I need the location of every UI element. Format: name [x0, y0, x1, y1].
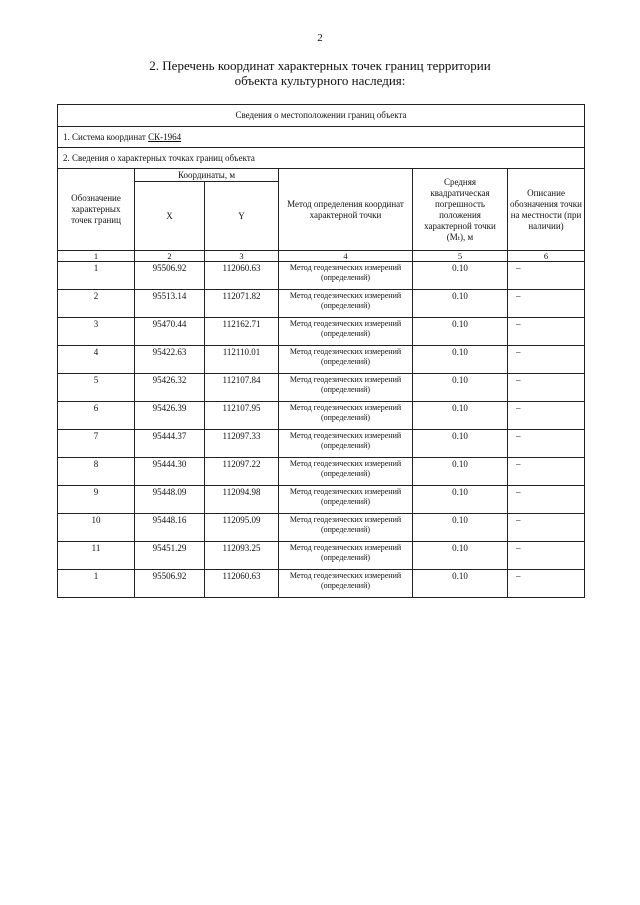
col-number-2: 2 — [135, 251, 205, 262]
point-cell: 2 — [58, 290, 135, 318]
point-cell: 10 — [58, 514, 135, 542]
table-row — [58, 570, 585, 598]
method-cell-text: Метод геодезических измерений (определений) — [289, 571, 402, 590]
description-cell-text: – — [516, 291, 521, 301]
col-header-y: Y — [205, 182, 279, 251]
method-cell-text: Метод геодезических измерений (определений) — [289, 487, 402, 506]
error-cell: 0.10 — [413, 430, 508, 458]
coordinate-system-row — [58, 127, 585, 148]
y-cell: 112097.22 — [205, 458, 279, 486]
method-cell-text: Метод геодезических измерений (определений) — [289, 375, 402, 394]
x-cell: 95448.16 — [135, 514, 205, 542]
col-number-5: 5 — [413, 251, 508, 262]
x-cell: 95448.09 — [135, 486, 205, 514]
coordinates-table — [57, 104, 585, 598]
method-cell-text: Метод геодезических измерений (определений) — [289, 431, 402, 450]
y-cell: 112094.98 — [205, 486, 279, 514]
x-cell: 95513.14 — [135, 290, 205, 318]
description-cell-text: – — [516, 515, 521, 525]
description-cell — [508, 290, 585, 318]
description-cell — [508, 262, 585, 290]
error-cell: 0.10 — [413, 486, 508, 514]
coordinate-system-value: СК-1964 — [148, 131, 182, 142]
error-cell: 0.10 — [413, 542, 508, 570]
points-info-header: 2. Сведения о характерных точках границ объекта — [58, 148, 585, 169]
table-row — [58, 290, 585, 318]
point-cell: 4 — [58, 346, 135, 374]
y-cell: 112097.33 — [205, 430, 279, 458]
description-cell-text: – — [516, 571, 521, 581]
point-cell: 1 — [58, 262, 135, 290]
document-title — [100, 58, 540, 88]
method-cell-text: Метод геодезических измерений (определений) — [289, 263, 402, 282]
description-cell — [508, 402, 585, 430]
method-cell-text: Метод геодезических измерений (определений) — [289, 291, 402, 310]
description-cell-text: – — [516, 403, 521, 413]
x-cell: 95426.39 — [135, 402, 205, 430]
col-header-coordinates: Координаты, м — [135, 169, 279, 182]
col-header-designation: Обозначение характерных точек границ — [58, 169, 135, 251]
description-cell — [508, 570, 585, 598]
description-cell — [508, 430, 585, 458]
method-cell-text: Метод геодезических измерений (определений) — [289, 403, 402, 422]
y-cell: 112060.63 — [205, 570, 279, 598]
point-cell: 6 — [58, 402, 135, 430]
point-cell: 1 — [58, 570, 135, 598]
x-cell: 95422.63 — [135, 346, 205, 374]
description-cell-text: – — [516, 347, 521, 357]
x-cell: 95444.30 — [135, 458, 205, 486]
method-cell — [279, 262, 413, 290]
description-cell — [508, 374, 585, 402]
col-number-3: 3 — [205, 251, 279, 262]
table-row — [58, 458, 585, 486]
description-cell — [508, 458, 585, 486]
table-row — [58, 542, 585, 570]
point-cell: 7 — [58, 430, 135, 458]
table-row — [58, 346, 585, 374]
col-number-1: 1 — [58, 251, 135, 262]
title-line-2: объекта культурного наследия: — [234, 73, 406, 88]
method-cell — [279, 514, 413, 542]
boundary-info-header: Сведения о местоположении границ объекта — [58, 105, 585, 127]
table-row — [58, 262, 585, 290]
method-cell — [279, 430, 413, 458]
y-cell: 112107.95 — [205, 402, 279, 430]
table-row — [58, 402, 585, 430]
error-cell: 0.10 — [413, 318, 508, 346]
col-header-x: X — [135, 182, 205, 251]
description-cell — [508, 318, 585, 346]
table-row — [58, 374, 585, 402]
y-cell: 112095.09 — [205, 514, 279, 542]
description-cell-text: – — [516, 543, 521, 553]
point-cell: 8 — [58, 458, 135, 486]
point-cell: 9 — [58, 486, 135, 514]
point-cell: 3 — [58, 318, 135, 346]
error-cell: 0.10 — [413, 374, 508, 402]
method-cell — [279, 346, 413, 374]
table-row — [58, 430, 585, 458]
col-header-error: Средняя квадратическая погрешность положения характерной точки (Mₜ), м — [413, 169, 508, 251]
col-header-description: Описание обозначения точки на местности (при наличии) — [508, 169, 585, 251]
error-cell: 0.10 — [413, 514, 508, 542]
method-cell — [279, 374, 413, 402]
method-cell — [279, 570, 413, 598]
title-line-1: 2. Перечень координат характерных точек границ территории — [149, 58, 491, 73]
error-cell: 0.10 — [413, 262, 508, 290]
description-cell — [508, 542, 585, 570]
method-cell — [279, 458, 413, 486]
description-cell-text: – — [516, 459, 521, 469]
method-cell-text: Метод геодезических измерений (определений) — [289, 543, 402, 562]
y-cell: 112162.71 — [205, 318, 279, 346]
table-row — [58, 318, 585, 346]
coordinate-system-label: 1. Система координат — [63, 131, 149, 142]
error-cell: 0.10 — [413, 458, 508, 486]
error-cell: 0.10 — [413, 290, 508, 318]
method-cell-text: Метод геодезических измерений (определений) — [289, 459, 402, 478]
method-cell — [279, 290, 413, 318]
point-cell: 5 — [58, 374, 135, 402]
description-cell-text: – — [516, 375, 521, 385]
method-cell — [279, 486, 413, 514]
method-cell-text: Метод геодезических измерений (определений) — [289, 515, 402, 534]
x-cell: 95451.29 — [135, 542, 205, 570]
point-cell: 11 — [58, 542, 135, 570]
description-cell — [508, 346, 585, 374]
error-cell: 0.10 — [413, 402, 508, 430]
y-cell: 112110.01 — [205, 346, 279, 374]
description-cell — [508, 514, 585, 542]
x-cell: 95426.32 — [135, 374, 205, 402]
x-cell: 95506.92 — [135, 262, 205, 290]
description-cell — [508, 486, 585, 514]
method-cell — [279, 402, 413, 430]
col-number-4: 4 — [279, 251, 413, 262]
col-number-6: 6 — [508, 251, 585, 262]
table-row — [58, 486, 585, 514]
method-cell-text: Метод геодезических измерений (определений) — [289, 319, 402, 338]
error-cell: 0.10 — [413, 346, 508, 374]
x-cell: 95444.37 — [135, 430, 205, 458]
y-cell: 112107.84 — [205, 374, 279, 402]
method-cell — [279, 318, 413, 346]
description-cell-text: – — [516, 319, 521, 329]
y-cell: 112093.25 — [205, 542, 279, 570]
col-header-method: Метод определения координат характерной точки — [279, 169, 413, 251]
y-cell: 112071.82 — [205, 290, 279, 318]
page-number: 2 — [317, 32, 323, 44]
table-row — [58, 514, 585, 542]
method-cell-text: Метод геодезических измерений (определений) — [289, 347, 402, 366]
method-cell — [279, 542, 413, 570]
y-cell: 112060.63 — [205, 262, 279, 290]
x-cell: 95506.92 — [135, 570, 205, 598]
description-cell-text: – — [516, 263, 521, 273]
description-cell-text: – — [516, 431, 521, 441]
error-cell: 0.10 — [413, 570, 508, 598]
x-cell: 95470.44 — [135, 318, 205, 346]
description-cell-text: – — [516, 487, 521, 497]
